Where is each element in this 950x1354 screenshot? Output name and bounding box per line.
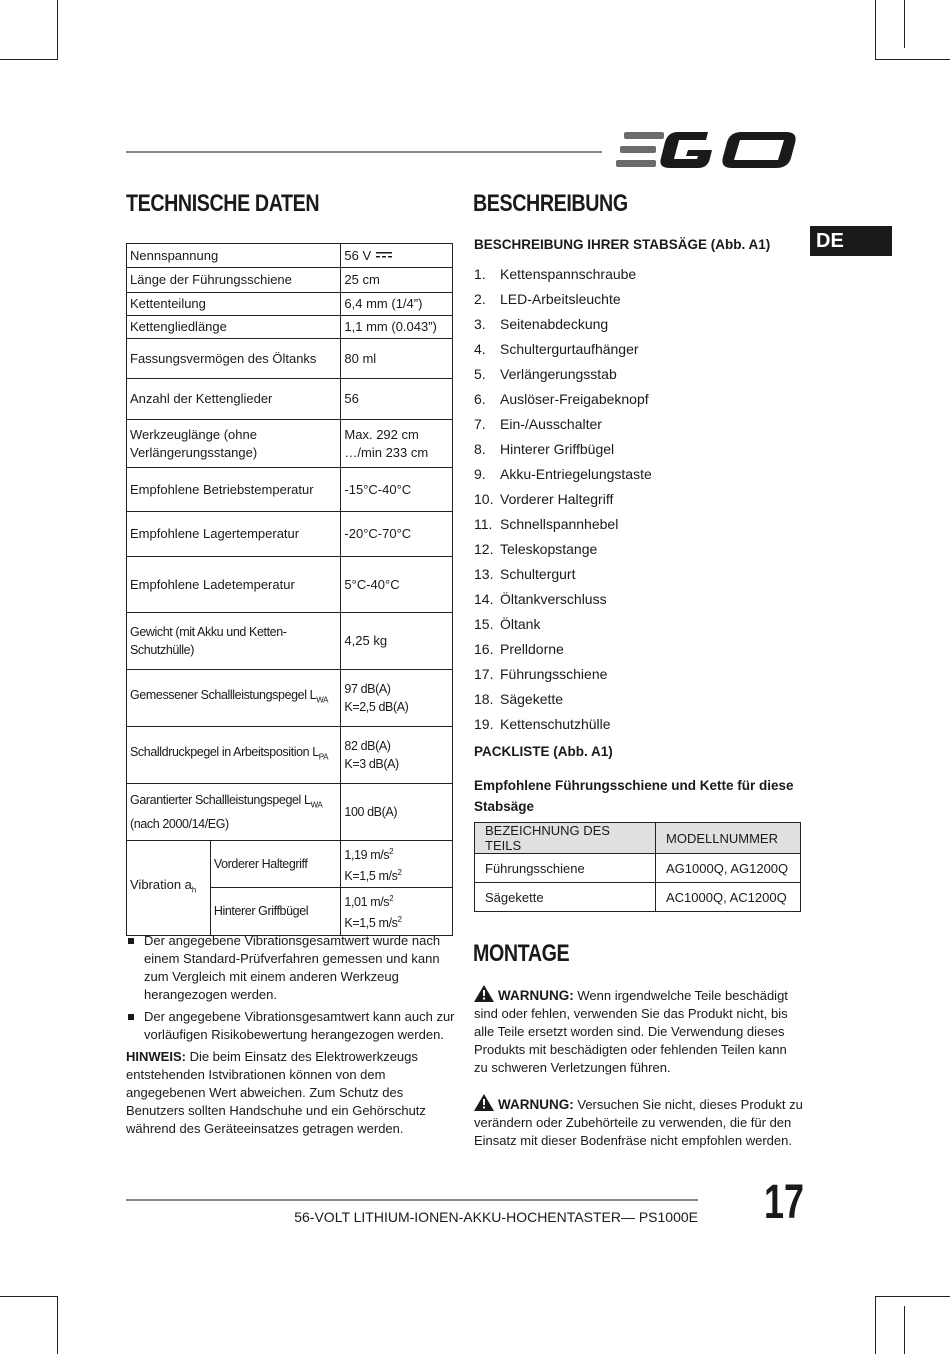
hinweis-note: HINWEIS: Die beim Einsatz des Elektrowerkzeugs entstehenden Istvibrationen können von dem angegebenen Wert abweichen. Zum Schutz des Benutzers sollten Handschuhe und ein Gehörschutz während des Geräteeinsatzes getragen werden.	[126, 1049, 426, 1136]
table-row	[127, 557, 453, 613]
spec-value: 5°C-40°C	[341, 557, 453, 613]
packliste-heading: PACKLISTE (Abb. A1)	[474, 744, 613, 759]
table-row	[127, 841, 453, 888]
table-row	[127, 268, 453, 293]
list-item	[474, 362, 652, 387]
spec-label: Nennspannung	[127, 244, 341, 268]
part-label: Führungsschiene	[500, 666, 608, 682]
list-number: 15.	[474, 616, 494, 632]
spec-value: 100 dB(A)	[341, 784, 453, 841]
list-item	[474, 287, 652, 312]
spec-value: 1,1 mm (0.043”)	[341, 316, 453, 339]
list-item	[474, 612, 652, 637]
warning-block: WARNUNG: Wenn irgendwelche Teile beschädigt sind oder fehlen, verwenden Sie das Produkt nicht, bis alle Teile ersetzt worden sind. Die Verwendung dieses Produkts mit beschädigten oder fehlenden Teilen kann zu schweren Verletzungen führen.	[474, 985, 804, 1077]
part-label: Hinterer Griffbügel	[500, 441, 615, 457]
list-item: Der angegebene Vibrationsgesamtwert wurde nach einem Standard-Prüfverfahren gemessen und kann zum Vergleich mit einem anderen Werkzeug herangezogen werden.	[126, 932, 456, 1004]
bullet-icon	[128, 938, 134, 944]
list-item	[474, 262, 652, 287]
table-row	[127, 339, 453, 379]
parts-list	[474, 262, 652, 737]
spec-label: Vorderer Haltegriff	[210, 841, 341, 888]
list-item	[474, 637, 652, 662]
table-cell: Sägekette	[475, 883, 656, 912]
table-row	[127, 420, 453, 468]
spec-label: Länge der Führungsschiene	[127, 268, 341, 293]
spec-value: 56	[341, 379, 453, 420]
description-subheading: BESCHREIBUNG IHRER STABSÄGE (Abb. A1)	[474, 237, 771, 252]
list-item	[474, 337, 652, 362]
header-rule	[126, 151, 602, 153]
spec-label: Werkzeuglänge (ohne Verlängerungsstange)	[127, 420, 341, 468]
spec-label: Kettengliedlänge	[127, 316, 341, 339]
page-number: 17	[764, 1176, 805, 1229]
list-number: 7.	[474, 416, 486, 432]
spec-value: 6,4 mm (1/4”)	[341, 293, 453, 316]
crop-mark	[0, 59, 58, 60]
list-number: 16.	[474, 641, 494, 657]
spec-value: 97 dB(A) K=2,5 dB(A)	[341, 670, 453, 727]
part-label: Seitenabdeckung	[500, 316, 609, 332]
vibration-notes	[126, 932, 456, 1138]
spec-value: 1,01 $m/s^2$ K=1,5 $m/s^2$	[341, 888, 453, 935]
list-item	[474, 512, 652, 537]
footer-text: 56-VOLT LITHIUM-IONEN-AKKU-HOCHENTASTER— PS1000E	[294, 1209, 698, 1225]
list-number: 8.	[474, 441, 486, 457]
crop-mark	[875, 1296, 950, 1297]
crop-mark	[875, 59, 950, 60]
spec-label: Kettenteilung	[127, 293, 341, 316]
list-number: 11.	[474, 516, 493, 532]
vibration-label: Vibration $a_h$	[127, 841, 211, 936]
table-row	[127, 316, 453, 339]
spec-label: Fassungsvermögen des Öltanks	[127, 339, 341, 379]
list-item	[474, 462, 652, 487]
part-label: Kettenschutzhülle	[500, 716, 611, 732]
warning-icon	[474, 1094, 494, 1111]
spec-label: Schalldruckpegel in Arbeitsposition $L_{PA}$	[127, 727, 341, 784]
part-label: Sägekette	[500, 691, 564, 707]
crop-mark	[904, 0, 905, 48]
list-item	[474, 687, 652, 712]
spec-label: Empfohlene Betriebstemperatur	[127, 468, 341, 512]
table-row	[127, 613, 453, 670]
part-label: Kettenspannschraube	[500, 266, 637, 282]
table-row	[475, 854, 801, 883]
crop-mark	[0, 1296, 58, 1297]
footer-rule	[126, 1199, 698, 1201]
spec-label: Garantierter Schallleistungspegel $L_{WA}$ (nach 2000/14/EG)	[127, 784, 341, 841]
part-label: Auslöser-Freigabeknopf	[500, 391, 649, 407]
list-number: 2.	[474, 291, 486, 307]
table-cell: AC1000Q, AC1200Q	[656, 883, 801, 912]
crop-mark	[904, 1306, 905, 1354]
description-heading: BESCHREIBUNG	[473, 190, 628, 217]
part-label: Schnellspannhebel	[500, 516, 619, 532]
list-item	[474, 662, 652, 687]
list-number: 5.	[474, 366, 486, 382]
list-number: 19.	[474, 716, 494, 732]
list-number: 1.	[474, 266, 486, 282]
table-row	[127, 379, 453, 420]
montage-heading: MONTAGE	[473, 940, 570, 967]
spec-value: Max. 292 cm …/min 233 cm	[341, 420, 453, 468]
spec-value: 82 dB(A) K=3 dB(A)	[341, 727, 453, 784]
spec-label: Anzahl der Kettenglieder	[127, 379, 341, 420]
list-item	[474, 587, 652, 612]
table-row	[127, 468, 453, 512]
models-table	[474, 822, 801, 912]
spec-value: 25 cm	[341, 268, 453, 293]
crop-mark	[57, 0, 58, 60]
part-label: Schultergurtaufhänger	[500, 341, 639, 357]
spec-value: 1,19 $m/s^2$ K=1,5 $m/s^2$	[341, 841, 453, 888]
list-number: 4.	[474, 341, 486, 357]
list-number: 10.	[474, 491, 494, 507]
spec-heading: TECHNISCHE DATEN	[126, 190, 320, 217]
list-number: 9.	[474, 466, 486, 482]
table-row	[127, 727, 453, 784]
part-label: Öltank	[500, 616, 541, 632]
list-item	[474, 537, 652, 562]
list-number: 12.	[474, 541, 494, 557]
list-item	[474, 412, 652, 437]
list-item	[474, 562, 652, 587]
table-row	[127, 512, 453, 557]
ego-logo	[616, 128, 800, 177]
warning-icon	[474, 985, 494, 1002]
spec-label: Gemessener Schallleistungspegel $L_{WA}$	[127, 670, 341, 727]
spec-value: -20°C-70°C	[341, 512, 453, 557]
spec-value: 4,25 kg	[341, 613, 453, 670]
part-label: Öltankverschluss	[500, 591, 607, 607]
list-item	[474, 312, 652, 337]
list-number: 6.	[474, 391, 486, 407]
list-number: 13.	[474, 566, 494, 582]
spec-label: Hinterer Griffbügel	[210, 888, 341, 935]
list-number: 3.	[474, 316, 486, 332]
part-label: Schultergurt	[500, 566, 576, 582]
warning-block: WARNUNG: Versuchen Sie nicht, dieses Produkt zu verändern oder Zubehörteile zu verwenden, die für den Einsatz mit dieser Bodenfräse nicht empfohlen werden.	[474, 1094, 804, 1150]
table-row	[127, 784, 453, 841]
list-item	[474, 487, 652, 512]
list-item: Der angegebene Vibrationsgesamtwert kann auch zur vorläufigen Risikobewertung herangezogen werden.	[126, 1008, 456, 1044]
crop-mark	[875, 1296, 876, 1354]
part-label: Prelldorne	[500, 641, 564, 657]
crop-mark	[875, 0, 876, 60]
language-tab: DE	[810, 226, 892, 256]
crop-mark	[57, 1296, 58, 1354]
bullet-icon	[128, 1014, 134, 1020]
part-label: Akku-Entriegelungstaste	[500, 466, 652, 482]
part-label: Vorderer Haltegriff	[500, 491, 614, 507]
table-row	[127, 244, 453, 268]
list-item	[474, 387, 652, 412]
dc-symbol-icon	[375, 251, 393, 259]
part-label: Verlängerungsstab	[500, 366, 617, 382]
table-row	[475, 883, 801, 912]
list-item	[474, 712, 652, 737]
spec-value: 80 ml	[341, 339, 453, 379]
table-cell: AG1000Q, AG1200Q	[656, 854, 801, 883]
spec-value: -15°C-40°C	[341, 468, 453, 512]
list-item	[474, 437, 652, 462]
column-header: MODELLNUMMER	[656, 823, 801, 854]
spec-label: Empfohlene Ladetemperatur	[127, 557, 341, 613]
spec-label: Gewicht (mit Akku und Ketten-Schutzhülle)	[127, 613, 341, 670]
table-header-row	[475, 823, 801, 854]
list-number: 18.	[474, 691, 494, 707]
spec-label: Empfohlene Lagertemperatur	[127, 512, 341, 557]
list-number: 14.	[474, 591, 494, 607]
column-header: BEZEICHNUNG DES TEILS	[475, 823, 656, 854]
spec-table	[126, 243, 453, 936]
part-label: LED-Arbeitsleuchte	[500, 291, 621, 307]
part-label: Ein-/Ausschalter	[500, 416, 602, 432]
list-number: 17.	[474, 666, 494, 682]
part-label: Teleskopstange	[500, 541, 598, 557]
spec-value: 56 V	[341, 244, 453, 268]
table-cell: Führungsschiene	[475, 854, 656, 883]
table-row	[127, 293, 453, 316]
table-row	[127, 670, 453, 727]
recommended-heading: Empfohlene Führungsschiene und Kette für diese Stabsäge	[474, 778, 794, 814]
